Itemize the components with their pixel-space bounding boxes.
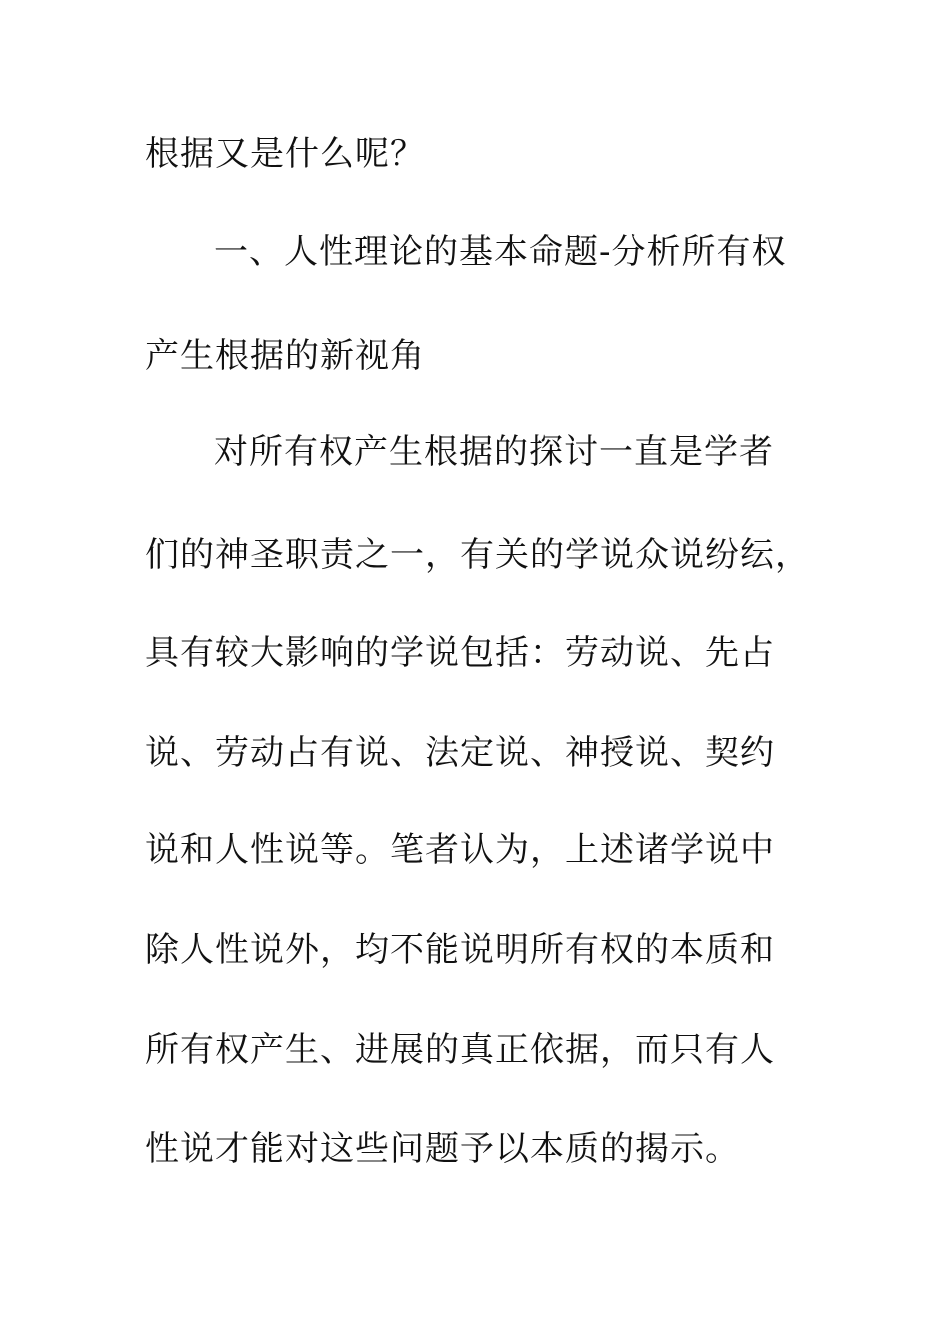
- paragraph-line: 所有权产生、进展的真正依据，而只有人: [145, 1030, 775, 1070]
- section-heading-line-2: 产生根据的新视角: [145, 336, 425, 376]
- paragraph-line: 除人性说外，均不能说明所有权的本质和: [145, 930, 775, 970]
- paragraph-line: 对所有权产生根据的探讨一直是学者: [214, 432, 774, 472]
- paragraph-line: 说和人性说等。笔者认为，上述诸学说中: [145, 830, 775, 870]
- text-line-closing-question: 根据又是什么呢？: [145, 134, 425, 174]
- paragraph-line: 性说才能对这些问题予以本质的揭示。: [145, 1129, 740, 1169]
- paragraph-line: 具有较大影响的学说包括：劳动说、先占: [145, 633, 775, 673]
- paragraph-line: 们的神圣职责之一，有关的学说众说纷纭，: [145, 535, 810, 575]
- paragraph-line: 说、劳动占有说、法定说、神授说、契约: [145, 733, 775, 773]
- section-heading-line-1: 一、人性理论的基本命题-分析所有权: [214, 232, 787, 272]
